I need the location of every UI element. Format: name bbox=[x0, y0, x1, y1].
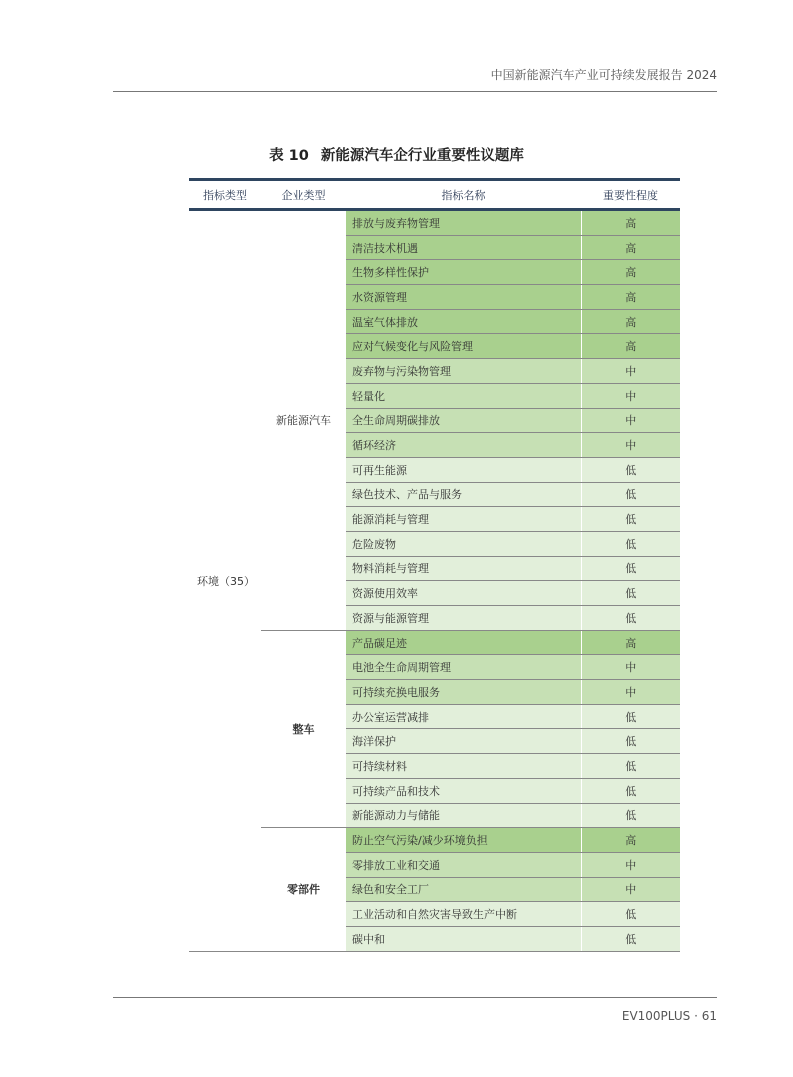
indicator-name-cell: 资源使用效率 bbox=[346, 581, 581, 606]
importance-level-cell: 中 bbox=[581, 359, 680, 384]
indicator-type-cell: 环境（35） bbox=[189, 210, 261, 952]
importance-level-cell: 低 bbox=[581, 902, 680, 927]
indicator-name-cell: 应对气候变化与风险管理 bbox=[346, 334, 581, 359]
header-divider bbox=[113, 91, 717, 92]
importance-level-cell: 低 bbox=[581, 531, 680, 556]
indicator-name-cell: 碳中和 bbox=[346, 926, 581, 951]
indicator-name-cell: 零排放工业和交通 bbox=[346, 852, 581, 877]
indicator-name-cell: 工业活动和自然灾害导致生产中断 bbox=[346, 902, 581, 927]
importance-level-cell: 低 bbox=[581, 803, 680, 828]
importance-level-cell: 高 bbox=[581, 210, 680, 236]
indicator-name-cell: 废弃物与污染物管理 bbox=[346, 359, 581, 384]
indicator-name-cell: 可持续材料 bbox=[346, 754, 581, 779]
indicator-name-cell: 水资源管理 bbox=[346, 285, 581, 310]
table-row bbox=[189, 210, 680, 236]
indicator-name-cell: 危险废物 bbox=[346, 531, 581, 556]
importance-level-cell: 低 bbox=[581, 778, 680, 803]
importance-level-cell: 低 bbox=[581, 926, 680, 951]
importance-level-cell: 低 bbox=[581, 729, 680, 754]
col-header-indicator-name: 指标名称 bbox=[346, 180, 581, 210]
company-type-cell: 新能源汽车 bbox=[261, 210, 346, 631]
indicator-name-cell: 清洁技术机遇 bbox=[346, 235, 581, 260]
importance-level-cell: 中 bbox=[581, 655, 680, 680]
importance-level-cell: 低 bbox=[581, 704, 680, 729]
indicator-name-cell: 绿色和安全工厂 bbox=[346, 877, 581, 902]
indicator-name-cell: 绿色技术、产品与服务 bbox=[346, 482, 581, 507]
indicator-name-cell: 生物多样性保护 bbox=[346, 260, 581, 285]
indicator-name-cell: 全生命周期碳排放 bbox=[346, 408, 581, 433]
importance-level-cell: 低 bbox=[581, 457, 680, 482]
indicator-name-cell: 资源与能源管理 bbox=[346, 606, 581, 631]
table-row bbox=[189, 630, 680, 655]
importance-level-cell: 高 bbox=[581, 334, 680, 359]
indicator-name-cell: 温室气体排放 bbox=[346, 309, 581, 334]
indicator-name-cell: 办公室运营减排 bbox=[346, 704, 581, 729]
indicator-name-cell: 能源消耗与管理 bbox=[346, 507, 581, 532]
table-body bbox=[189, 210, 680, 952]
report-title: 中国新能源汽车产业可持续发展报告 2024 bbox=[490, 68, 717, 82]
indicator-name-cell: 轻量化 bbox=[346, 383, 581, 408]
indicator-name-cell: 防止空气污染/减少环境负担 bbox=[346, 828, 581, 853]
importance-level-cell: 中 bbox=[581, 408, 680, 433]
importance-level-cell: 中 bbox=[581, 680, 680, 705]
indicator-name-cell: 产品碳足迹 bbox=[346, 630, 581, 655]
importance-level-cell: 高 bbox=[581, 235, 680, 260]
materiality-table bbox=[189, 178, 680, 952]
company-type-cell: 零部件 bbox=[261, 828, 346, 951]
footer-divider bbox=[113, 997, 717, 998]
importance-level-cell: 高 bbox=[581, 309, 680, 334]
indicator-name-cell: 可持续充换电服务 bbox=[346, 680, 581, 705]
indicator-name-cell: 可持续产品和技术 bbox=[346, 778, 581, 803]
table-number: 表 10 bbox=[269, 148, 309, 164]
importance-level-cell: 低 bbox=[581, 581, 680, 606]
importance-level-cell: 中 bbox=[581, 383, 680, 408]
importance-level-cell: 中 bbox=[581, 433, 680, 458]
table-caption bbox=[0, 144, 793, 165]
indicator-name-cell: 循环经济 bbox=[346, 433, 581, 458]
indicator-name-cell: 新能源动力与储能 bbox=[346, 803, 581, 828]
importance-level-cell: 低 bbox=[581, 482, 680, 507]
col-header-indicator-type: 指标类型 bbox=[189, 180, 261, 210]
indicator-name-cell: 排放与废弃物管理 bbox=[346, 210, 581, 236]
indicator-name-cell: 物料消耗与管理 bbox=[346, 556, 581, 581]
importance-level-cell: 低 bbox=[581, 606, 680, 631]
importance-level-cell: 高 bbox=[581, 630, 680, 655]
indicator-name-cell: 海洋保护 bbox=[346, 729, 581, 754]
col-header-importance: 重要性程度 bbox=[581, 180, 680, 210]
importance-level-cell: 低 bbox=[581, 754, 680, 779]
importance-level-cell: 高 bbox=[581, 285, 680, 310]
importance-level-cell: 低 bbox=[581, 507, 680, 532]
table-row bbox=[189, 828, 680, 853]
indicator-name-cell: 可再生能源 bbox=[346, 457, 581, 482]
col-header-company-type: 企业类型 bbox=[261, 180, 346, 210]
company-type-cell: 整车 bbox=[261, 630, 346, 828]
importance-level-cell: 中 bbox=[581, 852, 680, 877]
importance-level-cell: 中 bbox=[581, 877, 680, 902]
page-footer: EV100PLUS · 61 bbox=[621, 1009, 717, 1023]
importance-level-cell: 低 bbox=[581, 556, 680, 581]
importance-level-cell: 高 bbox=[581, 828, 680, 853]
table-title: 新能源汽车企行业重要性议题库 bbox=[320, 148, 524, 164]
importance-level-cell: 高 bbox=[581, 260, 680, 285]
table-header-row bbox=[189, 180, 680, 210]
indicator-name-cell: 电池全生命周期管理 bbox=[346, 655, 581, 680]
